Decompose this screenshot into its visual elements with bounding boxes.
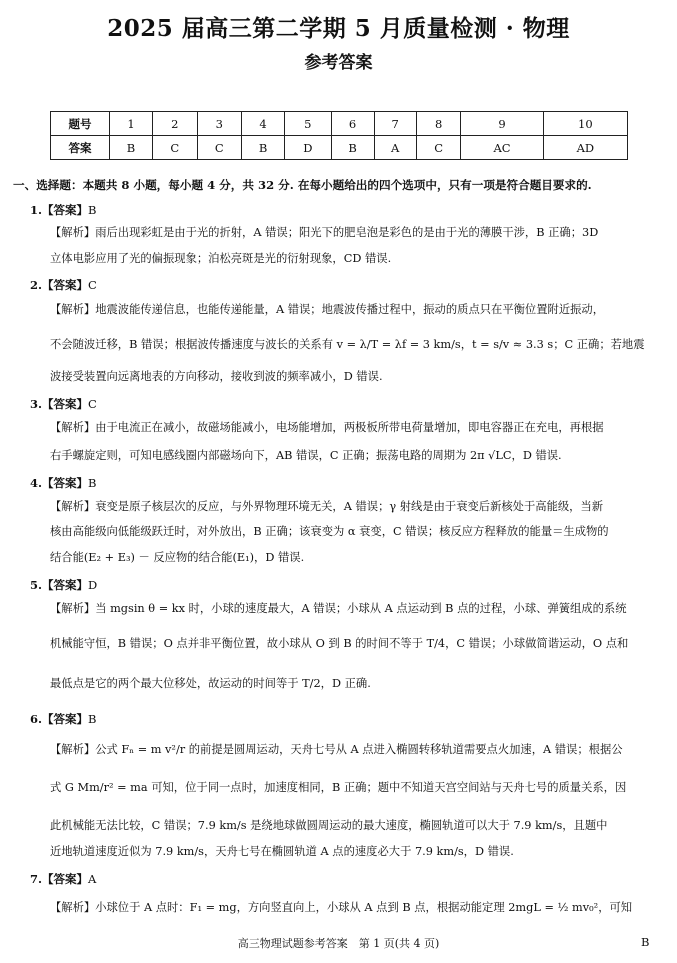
table-cell: AD [543, 136, 627, 160]
table-cell: 2 [152, 112, 197, 136]
table-cell: 9 [461, 112, 543, 136]
table-cell: 4 [242, 112, 285, 136]
row-header-answer: 答案 [51, 136, 110, 160]
question-6-line: 近地轨道速度近似为 7.9 km/s，天舟七号在椭圆轨道 A 点的速度必大于 7.9 km/s，D 错误. [50, 845, 514, 858]
table-cell: B [110, 136, 153, 160]
question-6-heading: 6.【答案】B [30, 712, 97, 726]
table-cell: D [285, 136, 332, 160]
page-footer: 高三物理试题参考答案 第 1 页(共 4 页) [237, 937, 440, 950]
table-cell: B [242, 136, 285, 160]
page-subtitle: 参考答案 [304, 53, 373, 73]
question-5-line: 【解析】当 mgsin θ = kx 时，小球的速度最大，A 错误；小球从 A 点运动到 B 点的过程，小球、弹簧组成的系统 [50, 602, 627, 615]
question-2-line: 波接受装置向远离地表的方向移动，接收到波的频率减小，D 错误. [50, 370, 383, 383]
question-2-heading: 2.【答案】C [30, 278, 97, 292]
question-7-answer: A [88, 872, 97, 886]
table-cell: 5 [285, 112, 332, 136]
question-6-line: 式 G Mm/r² = ma 可知，位于同一点时，加速度相同，B 正确；题中不知道天宫空间站与天舟七号的质量关系，因 [50, 781, 627, 794]
table-cell: C [416, 136, 461, 160]
table-cell: 1 [110, 112, 153, 136]
table-cell: 6 [331, 112, 374, 136]
question-1-answer: B [88, 203, 97, 217]
table-cell: AC [461, 136, 543, 160]
question-6-line: 此机械能无法比较，C 错误；7.9 km/s 是绕地球做圆周运动的最大速度，椭圆轨道可以大于 7.9 km/s，且题中 [50, 819, 608, 832]
table-cell: 8 [416, 112, 461, 136]
question-2-answer: C [88, 278, 97, 292]
table-cell: 7 [374, 112, 416, 136]
table-row-answers [51, 136, 628, 160]
version-label: B [641, 935, 650, 949]
question-3-answer: C [88, 397, 97, 411]
question-4-answer: B [88, 476, 97, 490]
question-3-line: 右手螺旋定则，可知电感线圈内部磁场向下，AB 错误，C 正确；振荡电路的周期为 2π √LC，D 错误. [50, 449, 562, 462]
page-title: 2025 届高三第二学期 5 月质量检测 · 物理 [107, 15, 570, 42]
section-heading: 一、选择题：本题共 8 小题，每小题 4 分，共 32 分. 在每小题给出的四个选项中，只有一项是符合题目要求的. [13, 178, 592, 192]
question-5-line: 机械能守恒，B 错误；O 点并非平衡位置，故小球从 O 到 B 的时间不等于 T/4，C 错误；小球做简谐运动，O 点和 [50, 637, 629, 650]
question-7-heading: 7.【答案】A [30, 872, 97, 886]
table-cell: C [152, 136, 197, 160]
question-7-line: 【解析】小球位于 A 点时：F₁ = mg，方向竖直向上，小球从 A 点到 B 点，根据动能定理 2mgL = ½ mv₀²，可知 [50, 901, 633, 914]
question-6-line: 【解析】公式 Fₙ = m v²/r 的前提是圆周运动，天舟七号从 A 点进入椭圆转移轨道需要点火加速，A 错误；根据公 [50, 743, 623, 756]
question-2-line: 【解析】地震波能传递信息，也能传递能量，A 错误；地震波传播过程中，振动的质点只在平衡位置附近振动， [50, 303, 605, 316]
question-2-line: 不会随波迁移，B 错误；根据波传播速度与波长的关系有 v = λ/T = λf = 3 km/s，t = s/v ≈ 3.3 s；C 正确；若地震 [50, 338, 645, 351]
table-cell: 10 [543, 112, 627, 136]
table-cell: B [331, 136, 374, 160]
question-5-answer: D [88, 578, 98, 592]
question-1-line: 立体电影应用了光的偏振现象；泊松亮斑是光的衍射现象，CD 错误. [50, 252, 392, 265]
row-header-number: 题号 [51, 112, 110, 136]
table-row-numbers [51, 112, 628, 136]
question-4-line: 【解析】衰变是原子核层次的反应，与外界物理环境无关，A 错误；γ 射线是由于衰变后新核处于高能级，当新 [50, 500, 604, 513]
question-6-answer: B [88, 712, 97, 726]
question-5-heading: 5.【答案】D [30, 578, 98, 592]
question-3-line: 【解析】由于电流正在减小，故磁场能减小，电场能增加，两极板所带电荷量增加，即电容器正在充电，再根据 [50, 421, 604, 434]
table-cell: A [374, 136, 416, 160]
question-3-heading: 3.【答案】C [30, 397, 97, 411]
answer-table [50, 111, 628, 160]
question-1-heading: 1.【答案】B [30, 203, 97, 217]
question-4-line: 核由高能级向低能级跃迁时，对外放出，B 正确；该衰变为 α 衰变，C 错误；核反应方程释放的能量＝生成物的 [50, 525, 609, 538]
question-4-heading: 4.【答案】B [30, 476, 97, 490]
table-cell: 3 [197, 112, 242, 136]
question-1-line: 【解析】雨后出现彩虹是由于光的折射，A 错误；阳光下的肥皂泡是彩色的是由于光的薄膜干涉，B 正确；3D [50, 226, 599, 239]
table-cell: C [197, 136, 242, 160]
question-5-line: 最低点是它的两个最大位移处，故运动的时间等于 T/2，D 正确. [50, 677, 371, 690]
question-4-line: 结合能(E₂ + E₃) － 反应物的结合能(E₁)，D 错误. [50, 551, 305, 564]
